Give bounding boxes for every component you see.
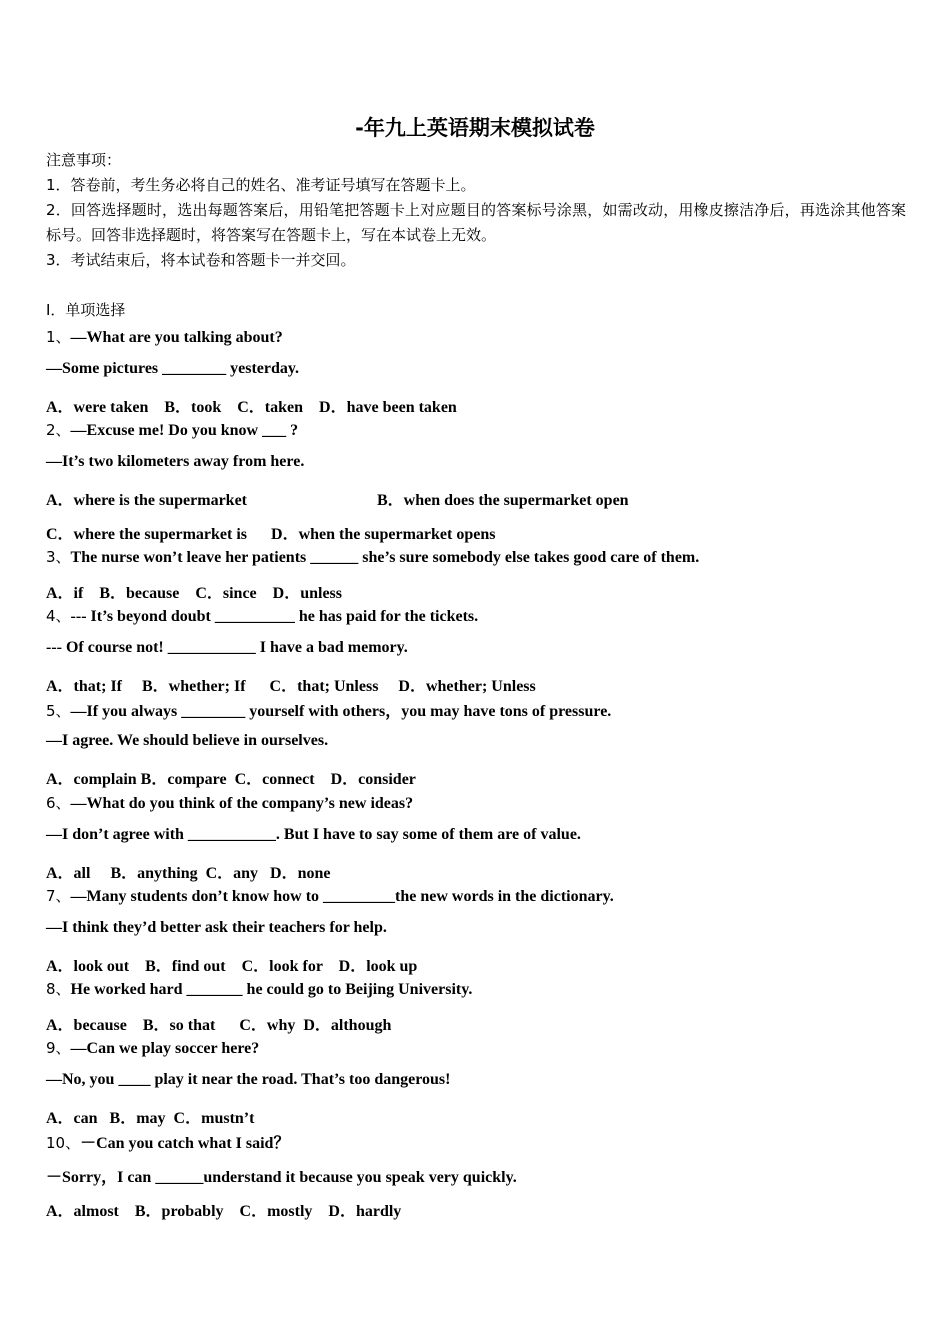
- question-2-stem: [46, 419, 298, 440]
- question-number: 1、: [46, 328, 71, 346]
- notice-item-2: 2．回答选择题时，选出每题答案后，用铅笔把答题卡上对应题目的答案标号涂黑，如需改动，用橡皮擦洁净后，再选涂其他答案标号。回答非选择题时，将答案写在答题卡上，写在本试卷上无效。: [46, 201, 906, 244]
- question-number: 4、: [46, 607, 71, 625]
- question-10-options: A．almost B．probably C．mostly D．hardly: [46, 1203, 402, 1220]
- question-4-options: A．that; If B．whether; If C．that; Unless D．whether; Unless: [46, 678, 536, 695]
- question-6-options: A．all B．anything C．any D．none: [46, 865, 331, 882]
- question-5-reply: —I agree. We should believe in ourselves.: [46, 732, 329, 749]
- question-number: 3、: [46, 548, 71, 566]
- question-number: 9、: [46, 1039, 71, 1057]
- question-6-reply: —I don’t agree with ___________. But I have to say some of them are of value.: [46, 826, 581, 843]
- question-8-stem: [46, 978, 472, 999]
- question-number: 7、: [46, 887, 71, 905]
- stem-text: He worked hard _______ he could go to Beijing University.: [70, 981, 473, 998]
- stem-text: --- It’s beyond doubt __________ he has paid for the tickets.: [70, 608, 479, 625]
- question-2-option-b: B．when does the supermarket open: [377, 492, 629, 509]
- question-5-options: A．complain B．compare C．connect D．consider: [46, 771, 416, 788]
- stem-text: The nurse won’t leave her patients ______ she’s sure somebody else takes good care of them.: [70, 549, 700, 566]
- stem-text: —If you always ________ yourself with others，you may have tons of pressure.: [70, 703, 612, 720]
- stem-text: —Excuse me! Do you know ___ ?: [70, 422, 299, 439]
- question-7-options: A．look out B．find out C．look for D．look up: [46, 958, 418, 975]
- question-4-reply: --- Of course not! ___________ I have a bad memory.: [46, 639, 408, 656]
- stem-text: —Can we play soccer here?: [70, 1040, 260, 1057]
- question-8-options: A．because B．so that C．why D．although: [46, 1017, 392, 1034]
- question-10-reply: －Sorry，I can ______understand it because you speak very quickly.: [46, 1169, 517, 1186]
- section-title: Ⅰ．单项选择: [46, 301, 126, 319]
- question-9-options: A．can B．may C．mustn’t: [46, 1110, 255, 1127]
- question-5-stem: [46, 698, 611, 721]
- stem-text: －Can you catch what I said？: [80, 1135, 290, 1152]
- notice-block: [46, 148, 906, 273]
- stem-text: —Many students don’t know how to _________the new words in the dictionary.: [70, 888, 614, 905]
- stem-text: —What are you talking about?: [70, 329, 283, 346]
- question-4-stem: [46, 605, 478, 626]
- notice-heading: 注意事项：: [46, 151, 122, 169]
- stem-text: —What do you think of the company’s new ideas?: [70, 795, 414, 812]
- question-2-options-cd: C．where the supermarket is D．when the supermarket opens: [46, 526, 496, 543]
- question-10-stem: [46, 1130, 289, 1153]
- question-number: 10、: [46, 1134, 81, 1152]
- notice-item-3: 3．考试结束后，将本试卷和答题卡一并交回。: [46, 251, 356, 269]
- question-3-stem: [46, 546, 699, 567]
- question-7-reply: —I think they’d better ask their teachers for help.: [46, 919, 387, 936]
- question-7-stem: [46, 885, 614, 906]
- question-1-reply: —Some pictures ________ yesterday.: [46, 360, 300, 377]
- question-2-reply: —It’s two kilometers away from here.: [46, 453, 305, 470]
- question-number: 8、: [46, 980, 71, 998]
- notice-item-1: 1．答卷前，考生务必将自己的姓名、准考证号填写在答题卡上。: [46, 176, 476, 194]
- question-9-reply: —No, you ____ play it near the road. That’s too dangerous!: [46, 1071, 451, 1088]
- question-number: 6、: [46, 794, 71, 812]
- question-2-option-a: A．where is the supermarket: [46, 492, 248, 509]
- question-number: 5、: [46, 702, 71, 720]
- question-number: 2、: [46, 421, 71, 439]
- question-1-stem: [46, 326, 283, 347]
- page-title: -年九上英语期末模拟试卷: [355, 116, 595, 140]
- question-1-options: A．were taken B．took C．taken D．have been taken: [46, 399, 457, 416]
- question-6-stem: [46, 792, 413, 813]
- question-3-options: A．if B．because C．since D．unless: [46, 585, 343, 602]
- question-9-stem: [46, 1037, 259, 1058]
